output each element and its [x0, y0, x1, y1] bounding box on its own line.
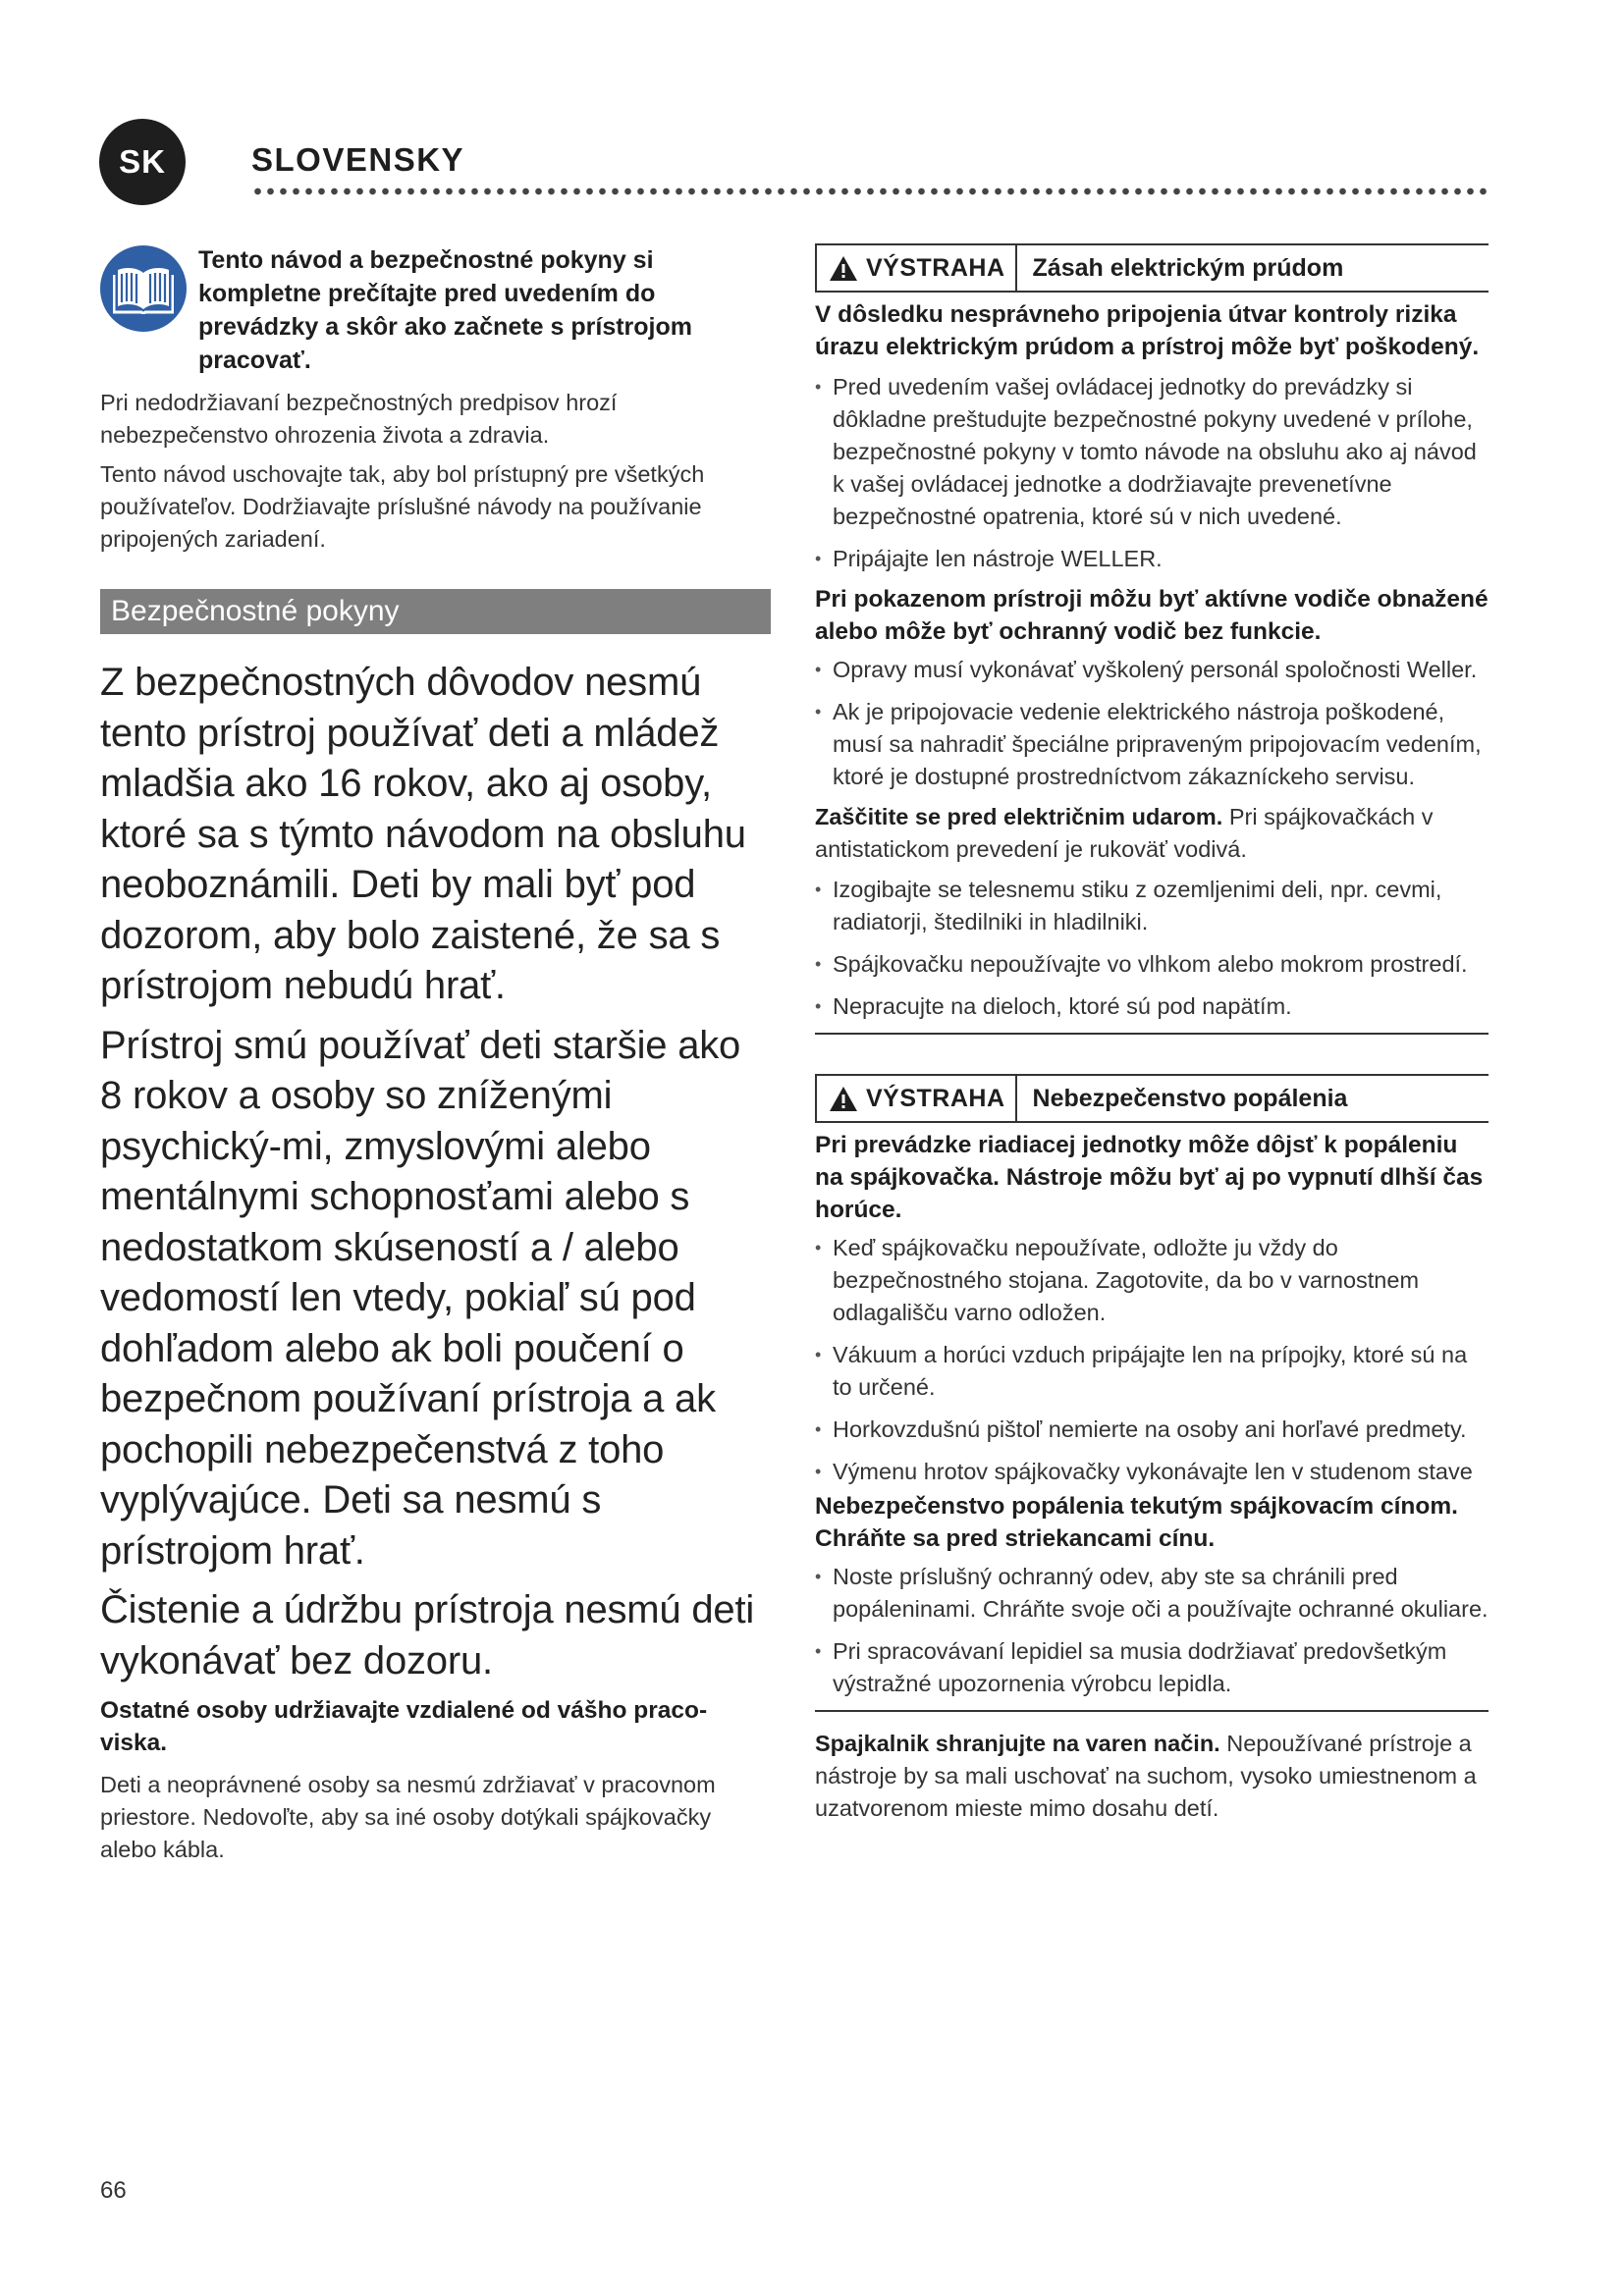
list-item: • Noste príslušný ochranný odev, aby ste sa chránili pred popáleninami. Chráňte svoje oči a používajte ochranné okuliare.: [815, 1561, 1489, 1626]
section-rule: [815, 1710, 1489, 1712]
left-column: [100, 243, 771, 1866]
paragraph-children: Deti a neoprávnené osoby sa nesmú zdržiavať v pracovnom priestore. Nedovoľte, aby sa iné osoby dotýkali spájkovačky alebo kábla.: [100, 1772, 716, 1862]
paragraph-warning: Pri nedodržiavaní bezpečnostných predpisov hrozí nebezpečenstvo ohrozenia života a zdravia.: [100, 390, 618, 448]
bullet-list-electric-3: [815, 874, 1489, 1023]
list-item: • Pred uvedením vašej ovládacej jednotky do prevádzky si dôkladne preštudujte bezpečnostné pokyny uvedené v prílohe, bezpečnostné pokyny v tomto návode na obsluhu ako aj návod k vašej ovládacej jednotke a dodržiavajte prevenetívne bezpečnostné opatrenia, ktoré sú v nich uvedené.: [815, 371, 1489, 533]
list-item: • Nepracujte na dieloch, ktoré sú pod napätím.: [815, 990, 1489, 1023]
section-heading: Bezpečnostné pokyny: [100, 589, 771, 634]
subheading-damaged: Pri pokazenom prístroji môžu byť aktívne vodiče obnažené alebo môže byť ochranný vodič bez funkcie.: [815, 586, 1489, 645]
paragraph-storage: Spajkalnik shranjujte na varen način. Nepoužívané prístroje a nástroje by sa mali uschovať na suchom, vysoko umiestnenom a uzatvorenom mieste mimo dosahu detí.: [815, 1731, 1477, 1821]
list-item: • Opravy musí vykonávať vyškolený personál spoločnosti Weller.: [815, 654, 1489, 686]
warning-title: Zásah elektrickým prúdom: [1017, 243, 1489, 291]
list-item: • Keď spájkovačku nepoužívate, odložte ju vždy do bezpečnostného stojana. Zagotovite, da bo v varnostnem odlagališču varno odložen.: [815, 1232, 1489, 1329]
intro-block: [100, 243, 771, 377]
warning-triangle-icon: [829, 1086, 858, 1112]
list-item: • Vákuum a horúci vzduch pripájajte len na prípojky, ktoré sú na to určené.: [815, 1339, 1489, 1404]
subheading-others: Ostatné osoby udržiavajte vzdialené od vášho praco-viska.: [100, 1697, 708, 1756]
warning-header-electric: [815, 243, 1489, 293]
large-paragraph-2: Prístroj smú používať deti staršie ako 8 rokov a osoby so zníženými psychický-mi, zmyslovými alebo mentálnymi schopnosťami alebo s nedostatkom skúseností a / alebo vedomostí len vtedy, pokiaľ sú pod dohľadom alebo ak boli poučení o bezpečnom používaní prístroja a ak pochopili nebezpečenstvá z toho vyplývajúce. Deti sa nesmú s prístrojom hrať.: [100, 1023, 741, 1573]
intro-text: Tento návod a bezpečnostné pokyny si kompletne prečítajte pred uvedením do prevádzky a skôr ako začnete s prístrojom pracovať.: [198, 246, 692, 374]
language-badge: SK: [99, 119, 186, 205]
warning-label: VÝSTRAHA: [815, 1074, 1017, 1121]
right-column: [815, 243, 1489, 1825]
large-paragraph-1: Z bezpečnostných dôvodov nesmú tento prístroj používať deti a mládež mladšia ako 16 rokov, ako aj osoby, ktoré sa s týmto návodom na obsluhu neoboznámili. Deti by mali byť pod dozorom, aby bolo zaistené, že sa s prístrojom nebudú hrať.: [100, 661, 746, 1007]
bullet-list-burn-2: [815, 1561, 1489, 1700]
list-item: • Spájkovačku nepoužívajte vo vlhkom alebo mokrom prostredí.: [815, 948, 1489, 981]
list-item: • Výmenu hrotov spájkovačky vykonávajte len v studenom stave: [815, 1456, 1489, 1488]
warning-lead: V dôsledku nesprávneho pripojenia útvar kontroly rizika úrazu elektrickým prúdom a prístroj môže byť poškodený.: [815, 301, 1480, 360]
bullet-list-electric-2: [815, 654, 1489, 793]
list-item: • Pri spracovávaní lepidiel sa musia dodržiavať predovšetkým výstražné upozornenia výrobcu lepidla.: [815, 1635, 1489, 1700]
subheading-solder: Nebezpečenstvo popálenia tekutým spájkovacím cínom. Chráňte sa pred striekancami cínu.: [815, 1493, 1458, 1552]
language-title: SLOVENSKY: [251, 141, 465, 178]
dotted-divider: [251, 186, 1489, 197]
list-item: • Izogibajte se telesnemu stiku z ozemljenimi deli, npr. cevmi, radiatorji, štedilniki in hladilniki.: [815, 874, 1489, 938]
warning-triangle-icon: [829, 255, 858, 282]
large-paragraph-3: Čistenie a údržbu prístroja nesmú deti vykonávať bez dozoru.: [100, 1588, 755, 1682]
list-item: • Ak je pripojovacie vedenie elektrického nástroja poškodené, musí sa nahradiť špeciálne pripraveným pripojovacím vedením, ktoré je dostupné prostredníctvom zákazníckeho servisu.: [815, 696, 1489, 793]
bullet-list-electric-1: [815, 371, 1489, 575]
page-number: 66: [100, 2177, 127, 2204]
list-item: • Pripájajte len nástroje WELLER.: [815, 543, 1489, 575]
paragraph-keep-manual: Tento návod uschovajte tak, aby bol prístupný pre všetkých používateľov. Dodržiavajte príslušné návody na používanie pripojených zariadení.: [100, 461, 705, 552]
warning-header-burn: [815, 1074, 1489, 1123]
warning-label: VÝSTRAHA: [815, 243, 1017, 291]
warning-title: Nebezpečenstvo popálenia: [1017, 1074, 1489, 1121]
list-item: • Horkovzdušnú pištoľ nemierte na osoby ani horľavé predmety.: [815, 1414, 1489, 1446]
section-rule: [815, 1033, 1489, 1035]
bullet-list-burn-1: [815, 1232, 1489, 1488]
paragraph-protect: Zaščitite se pred električnim udarom. Pri spájkovačkách v antistatickom prevedení je rukoväť vodivá.: [815, 804, 1434, 862]
book-icon: [100, 245, 187, 332]
warning-lead: Pri prevádzke riadiacej jednotky môže dôjsť k popáleniu na spájkovačka. Nástroje môžu byť aj po vypnutí dlhší čas horúce.: [815, 1132, 1484, 1223]
